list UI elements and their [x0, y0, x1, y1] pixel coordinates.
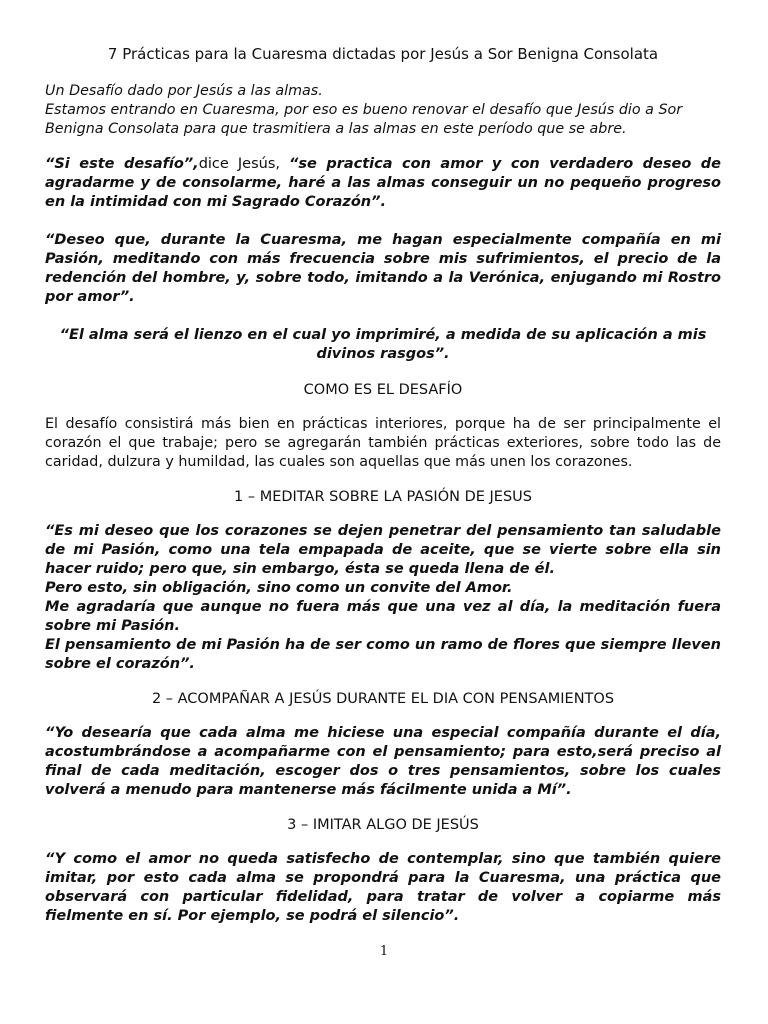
practice-1-para-3: Me agradaría que aunque no fuera más que una vez al día, la meditación fuera sobre mi Pasión.: [45, 599, 721, 634]
quote-paragraph-1: [45, 155, 721, 212]
practice-1-para-1: “Es mi deseo que los corazones se dejen penetrar del pensamiento tan saludable de mi Pasión, como una tela empapada de aceite, que se vierte sobre ella sin hacer ruido; pero que, sin embargo, ésta se queda llena de él.: [45, 523, 721, 577]
section-text-desafio: El desafío consistirá más bien en prácticas interiores, porque ha de ser principalmente el corazón el que trabaje; pero se agregarán también prácticas exteriores, sobre todo las de caridad, dulzura y humildad, las cuales son aquellas que más unen los corazones.: [45, 416, 721, 470]
intro-line-2: Estamos entrando en Cuaresma, por eso es bueno renovar el desafío que Jesús dio a Sor Benigna Consolata para que trasmitiera a las almas en este período que se abre.: [45, 102, 683, 137]
section-heading-desafio: COMO ES EL DESAFÍO: [303, 382, 463, 398]
practice-1-body: [45, 522, 721, 674]
practice-1-heading: 1 – MEDITAR SOBRE LA PASIÓN DE JESUS: [234, 489, 532, 505]
practice-1-para-2: Pero esto, sin obligación, sino como un convite del Amor.: [45, 580, 513, 596]
quote-paragraph-2: “Deseo que, durante la Cuaresma, me hagan especialmente compañía en mi Pasión, meditando con más frecuencia sobre mis sufrimientos, el precio de la redención del hombre, y, sobre todo, imitando a la Verónica, enjugando mi Rostro por amor”.: [45, 232, 721, 305]
quote-paragraph-3: “El alma será el lienzo en el cual yo imprimiré, a medida de su aplicación a mis divinos rasgos”.: [59, 327, 707, 362]
quote-open: “Si este desafío”,: [45, 156, 199, 172]
practice-2-heading: 2 – ACOMPAÑAR A JESÚS DURANTE EL DIA CON PENSAMIENTOS: [151, 691, 615, 707]
quote-attribution: dice Jesús,: [198, 156, 290, 172]
intro-paragraph: [45, 82, 721, 139]
quote-rest: “se practica con amor y con verdadero deseo de agradarme y de consolarme, haré a las almas conseguir un no pequeño progreso en la intimidad con mi Sagrado Corazón”.: [45, 156, 721, 210]
practice-2-text: “Yo desearía que cada alma me hiciese una especial compañía durante el día, acostumbrándose a acompañarme con el pensamiento; para esto,será preciso al final de cada meditación, escoger dos o tres pensamientos, sobre los cuales volverá a menudo para mantenerse más fácilmente unida a Mí”.: [45, 725, 721, 798]
practice-1-para-4: El pensamiento de mi Pasión ha de ser como un ramo de flores que siempre lleven sobre el corazón”.: [45, 637, 721, 672]
practice-3-text: “Y como el amor no queda satisfecho de contemplar, sino que también quiere imitar, por esto cada alma se propondrá para la Cuaresma, una práctica que observará con particular fidelidad, para tratar de volver a copiarme más fielmente en sí. Por ejemplo, se podrá el silencio”.: [45, 851, 721, 924]
intro-line-1: Un Desafío dado por Jesús a las almas.: [45, 83, 323, 99]
page-number: 1: [379, 944, 389, 959]
practice-3-heading: 3 – IMITAR ALGO DE JESÚS: [287, 817, 479, 833]
document-title: 7 Prácticas para la Cuaresma dictadas por Jesús a Sor Benigna Consolata: [107, 45, 659, 63]
document-body: [45, 44, 721, 926]
